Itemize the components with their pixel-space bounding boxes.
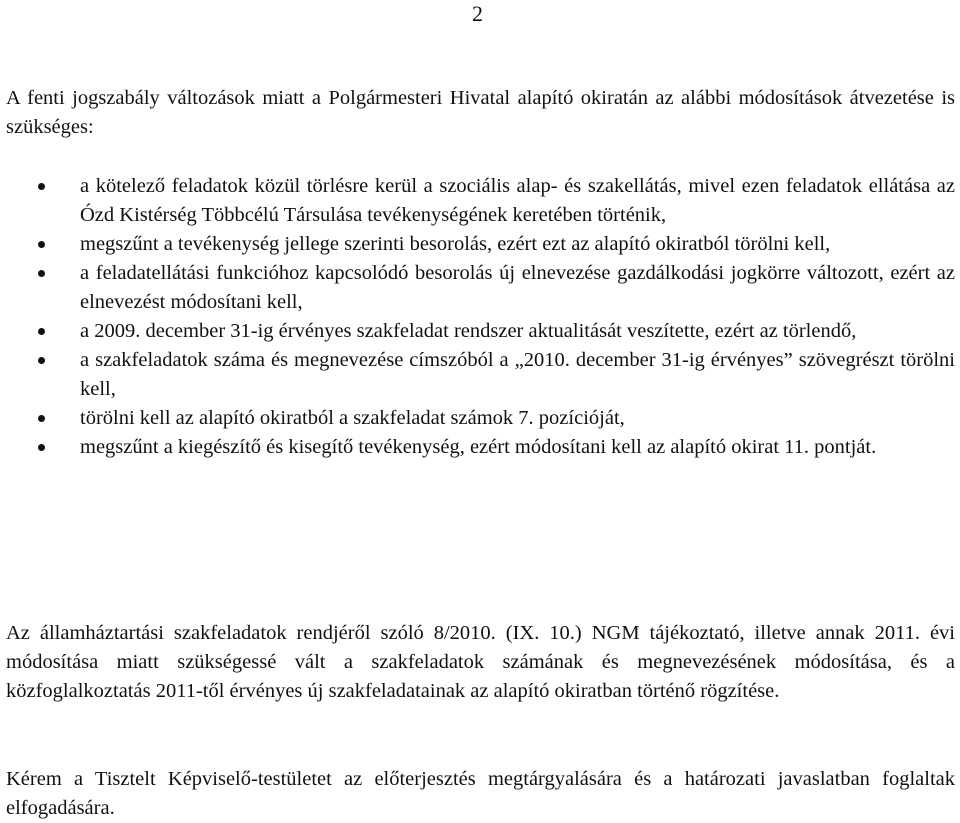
bullet-icon (38, 444, 45, 451)
bullet-icon (38, 357, 45, 364)
bullet-icon (38, 415, 45, 422)
list-item (0, 259, 955, 317)
list-item (0, 172, 955, 230)
list-item (0, 433, 955, 462)
list-item (0, 317, 955, 346)
modification-list (0, 172, 955, 462)
list-item-text: a 2009. december 31-ig érvényes szakfeladat rendszer aktualitását veszítette, ezért az törlendő, (80, 320, 857, 342)
list-item-text: a szakfeladatok száma és megnevezése címszóból a „2010. december 31-ig érvényes” szövegrészt törölni kell, (80, 349, 955, 400)
list-item-text: törölni kell az alapító okiratból a szakfeladat számok 7. pozícióját, (80, 407, 625, 429)
list-item-text: megszűnt a tevékenység jellege szerinti besorolás, ezért ezt az alapító okiratból törölni kell, (80, 233, 831, 255)
bullet-icon (38, 241, 45, 248)
list-item-text: a kötelező feladatok közül törlésre kerül a szociális alap- és szakellátás, mivel ezen feladatok ellátása az Ózd Kistérség Többcélú Társulása tevékenységének keretében történik, (80, 175, 955, 226)
list-item (0, 404, 955, 433)
list-item (0, 346, 955, 404)
page-number: 2 (472, 1, 483, 26)
list-item-text: a feladatellátási funkcióhoz kapcsolódó besorolás új elnevezése gazdálkodási jogkörre változott, ezért az elnevezést módosítani kell, (80, 262, 955, 313)
list-item (0, 230, 955, 259)
bullet-icon (38, 270, 45, 277)
state-paragraph: Az államháztartási szakfeladatok rendjéről szóló 8/2010. (IX. 10.) NGM tájékoztató, illetve annak 2011. évi módosítása miatt szükségessé vált a szakfeladatok számának és megnevezésének módosítása, és a közfoglalkoztatás 2011-től érvényes új szakfeladatainak az alapító okiratban történő rögzítése. (6, 622, 955, 702)
bullet-icon (38, 183, 45, 190)
bullet-icon (38, 328, 45, 335)
request-paragraph: Kérem a Tisztelt Képviselő-testületet az előterjesztés megtárgyalására és a határozati javaslatban foglaltak elfogadására. (6, 768, 955, 819)
intro-paragraph: A fenti jogszabály változások miatt a Polgármesteri Hivatal alapító okiratán az alábbi módosítások átvezetése is szükséges: (6, 87, 955, 138)
list-item-text: megszűnt a kiegészítő és kisegítő tevékenység, ezért módosítani kell az alapító okirat 11. pontját. (80, 436, 877, 458)
